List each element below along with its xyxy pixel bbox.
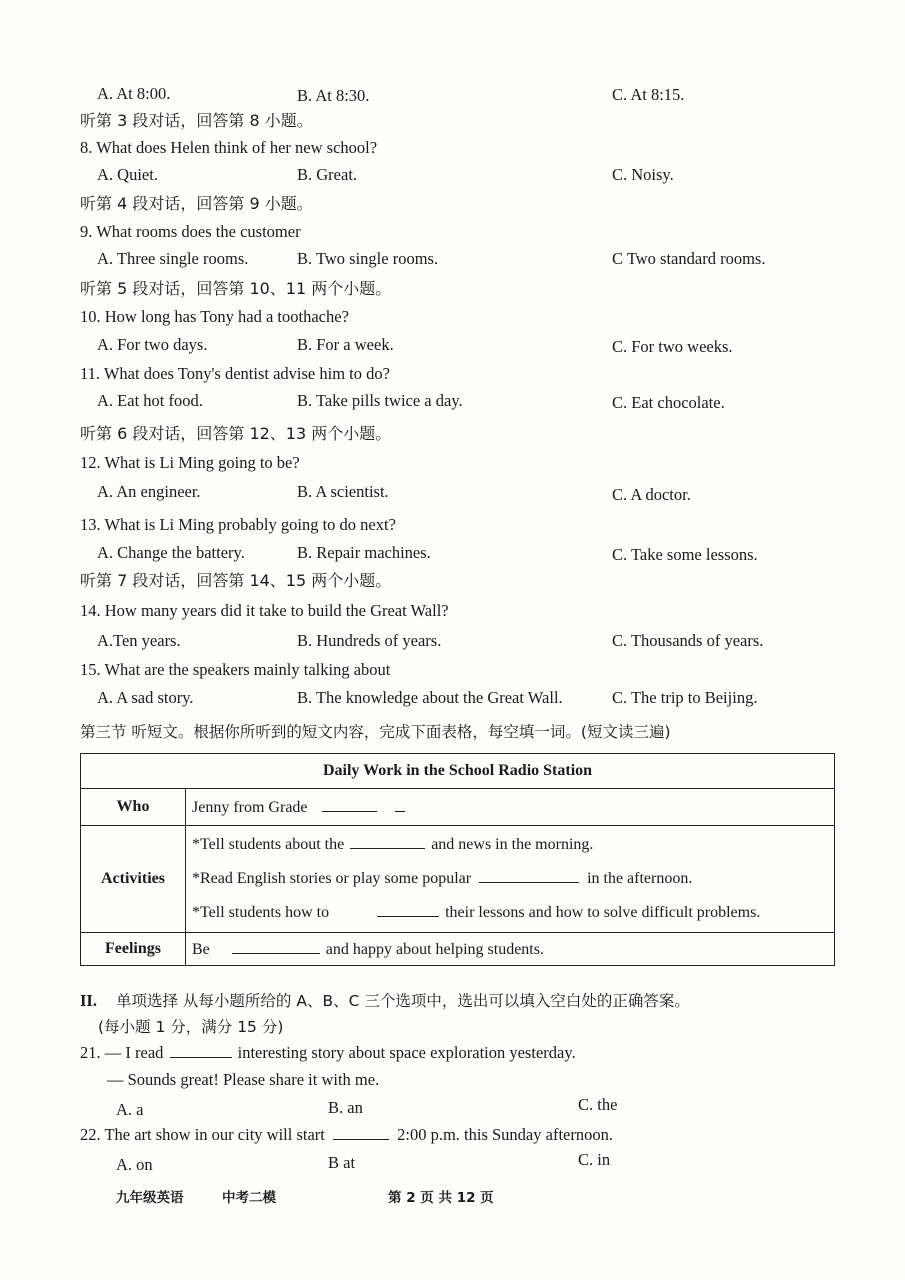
activity-1 bbox=[192, 828, 828, 862]
feelings-pre: Be bbox=[192, 941, 210, 958]
activity-2-post: in the afternoon. bbox=[587, 870, 693, 887]
feelings-cell bbox=[186, 933, 835, 966]
activities-label: Activities bbox=[81, 826, 186, 933]
footer-subject: 九年级英语 bbox=[116, 1190, 184, 1206]
q7-option-b: B. At 8:30. bbox=[297, 86, 370, 105]
q22-option-c: C. in bbox=[578, 1150, 611, 1169]
footer-exam: 中考二模 bbox=[222, 1190, 276, 1206]
q13-option-c: C. Take some lessons. bbox=[612, 545, 758, 564]
blank-activity-3[interactable] bbox=[377, 902, 439, 917]
q21-option-b: B. an bbox=[328, 1098, 363, 1117]
radio-station-table bbox=[80, 753, 835, 966]
q22-stem-pre: 22. The art show in our city will start bbox=[80, 1125, 325, 1144]
q14-option-a: A.Ten years. bbox=[97, 631, 181, 650]
who-label: Who bbox=[81, 789, 186, 826]
blank-feelings[interactable] bbox=[232, 939, 320, 954]
activity-3-pre: *Tell students how to bbox=[192, 904, 330, 921]
q8-stem: 8. What does Helen think of her new school? bbox=[80, 138, 378, 157]
blank-grade-tail bbox=[395, 797, 405, 812]
q21-stem-pre: 21. — I read bbox=[80, 1043, 164, 1062]
activity-3-post: their lessons and how to solve difficult problems. bbox=[445, 904, 761, 921]
dialogue-6-instruction: 听第 6 段对话，回答第 12、13 两个小题。 bbox=[80, 424, 392, 443]
dialogue-3-instruction: 听第 3 段对话，回答第 8 小题。 bbox=[80, 111, 313, 130]
q11-option-b: B. Take pills twice a day. bbox=[297, 391, 463, 410]
blank-activity-2[interactable] bbox=[479, 868, 579, 883]
q14-option-b: B. Hundreds of years. bbox=[297, 631, 442, 650]
feelings-label: Feelings bbox=[81, 933, 186, 966]
q22-option-b: B at bbox=[328, 1153, 356, 1172]
activity-2 bbox=[192, 862, 828, 896]
q21-option-c: C. the bbox=[578, 1095, 618, 1114]
who-text: Jenny from Grade bbox=[192, 799, 308, 816]
q12-option-a: A. An engineer. bbox=[97, 482, 201, 501]
q21-option-a: A. a bbox=[116, 1100, 144, 1119]
blank-activity-1[interactable] bbox=[350, 834, 425, 849]
q7-option-c: C. At 8:15. bbox=[612, 85, 685, 104]
q22-option-a: A. on bbox=[116, 1155, 153, 1174]
section-3-instruction: 第三节 听短文。根据你所听到的短文内容，完成下面表格，每空填一词。(短文读三遍) bbox=[80, 723, 671, 741]
q10-option-a: A. For two days. bbox=[97, 335, 208, 354]
q9-stem: 9. What rooms does the customer bbox=[80, 222, 301, 241]
activity-3 bbox=[192, 896, 828, 930]
q9-option-b: B. Two single rooms. bbox=[297, 249, 439, 268]
blank-q21[interactable] bbox=[170, 1043, 232, 1058]
feelings-post: and happy about helping students. bbox=[325, 941, 544, 958]
q15-stem: 15. What are the speakers mainly talking about bbox=[80, 660, 391, 679]
q9-option-a: A. Three single rooms. bbox=[97, 249, 249, 268]
q13-option-a: A. Change the battery. bbox=[97, 543, 245, 562]
dialogue-7-instruction: 听第 7 段对话，回答第 14、15 两个小题。 bbox=[80, 571, 392, 590]
q8-option-b: B. Great. bbox=[297, 165, 358, 184]
q8-option-c: C. Noisy. bbox=[612, 165, 674, 184]
q7-option-a: A. At 8:00. bbox=[97, 84, 171, 103]
footer-page-number: 第 2 页 共 12 页 bbox=[388, 1190, 494, 1206]
part-2-title: 单项选择 从每小题所给的 A、B、C 三个选项中，选出可以填入空白处的正确答案。 bbox=[116, 992, 690, 1010]
q13-option-b: B. Repair machines. bbox=[297, 543, 431, 562]
q14-stem: 14. How many years did it take to build the Great Wall? bbox=[80, 601, 449, 620]
dialogue-5-instruction: 听第 5 段对话，回答第 10、11 两个小题。 bbox=[80, 279, 392, 298]
q14-option-c: C. Thousands of years. bbox=[612, 631, 764, 650]
dialogue-4-instruction: 听第 4 段对话，回答第 9 小题。 bbox=[80, 194, 313, 213]
q10-option-b: B. For a week. bbox=[297, 335, 394, 354]
blank-grade[interactable] bbox=[322, 797, 377, 812]
q22-stem bbox=[80, 1124, 613, 1146]
activities-cell bbox=[186, 826, 835, 933]
q8-option-a: A. Quiet. bbox=[97, 165, 158, 184]
table-title: Daily Work in the School Radio Station bbox=[81, 754, 835, 789]
q21-stem-post: interesting story about space exploration yesterday. bbox=[237, 1043, 576, 1062]
q11-stem: 11. What does Tony's dentist advise him to do? bbox=[80, 364, 390, 383]
q21-reply: — Sounds great! Please share it with me. bbox=[107, 1070, 380, 1089]
q15-option-c: C. The trip to Beijing. bbox=[612, 688, 758, 707]
q11-option-a: A. Eat hot food. bbox=[97, 391, 203, 410]
part-2-number: II. bbox=[80, 991, 97, 1010]
who-cell bbox=[186, 789, 835, 826]
q12-option-c: C. A doctor. bbox=[612, 485, 691, 504]
q21-stem bbox=[80, 1042, 576, 1064]
part-2-subtitle: (每小题 1 分，满分 15 分) bbox=[98, 1018, 284, 1036]
q22-stem-post: 2:00 p.m. this Sunday afternoon. bbox=[397, 1125, 613, 1144]
activity-2-pre: *Read English stories or play some popular bbox=[192, 870, 472, 887]
q11-option-c: C. Eat chocolate. bbox=[612, 393, 725, 412]
q12-option-b: B. A scientist. bbox=[297, 482, 389, 501]
q12-stem: 12. What is Li Ming going to be? bbox=[80, 453, 300, 472]
q10-option-c: C. For two weeks. bbox=[612, 337, 733, 356]
q10-stem: 10. How long has Tony had a toothache? bbox=[80, 307, 349, 326]
activity-1-pre: *Tell students about the bbox=[192, 836, 345, 853]
q13-stem: 13. What is Li Ming probably going to do next? bbox=[80, 515, 396, 534]
q15-option-a: A. A sad story. bbox=[97, 688, 194, 707]
q9-option-c: C Two standard rooms. bbox=[612, 249, 766, 268]
activity-1-post: and news in the morning. bbox=[431, 836, 594, 853]
blank-q22[interactable] bbox=[333, 1125, 389, 1140]
q15-option-b: B. The knowledge about the Great Wall. bbox=[297, 688, 563, 707]
